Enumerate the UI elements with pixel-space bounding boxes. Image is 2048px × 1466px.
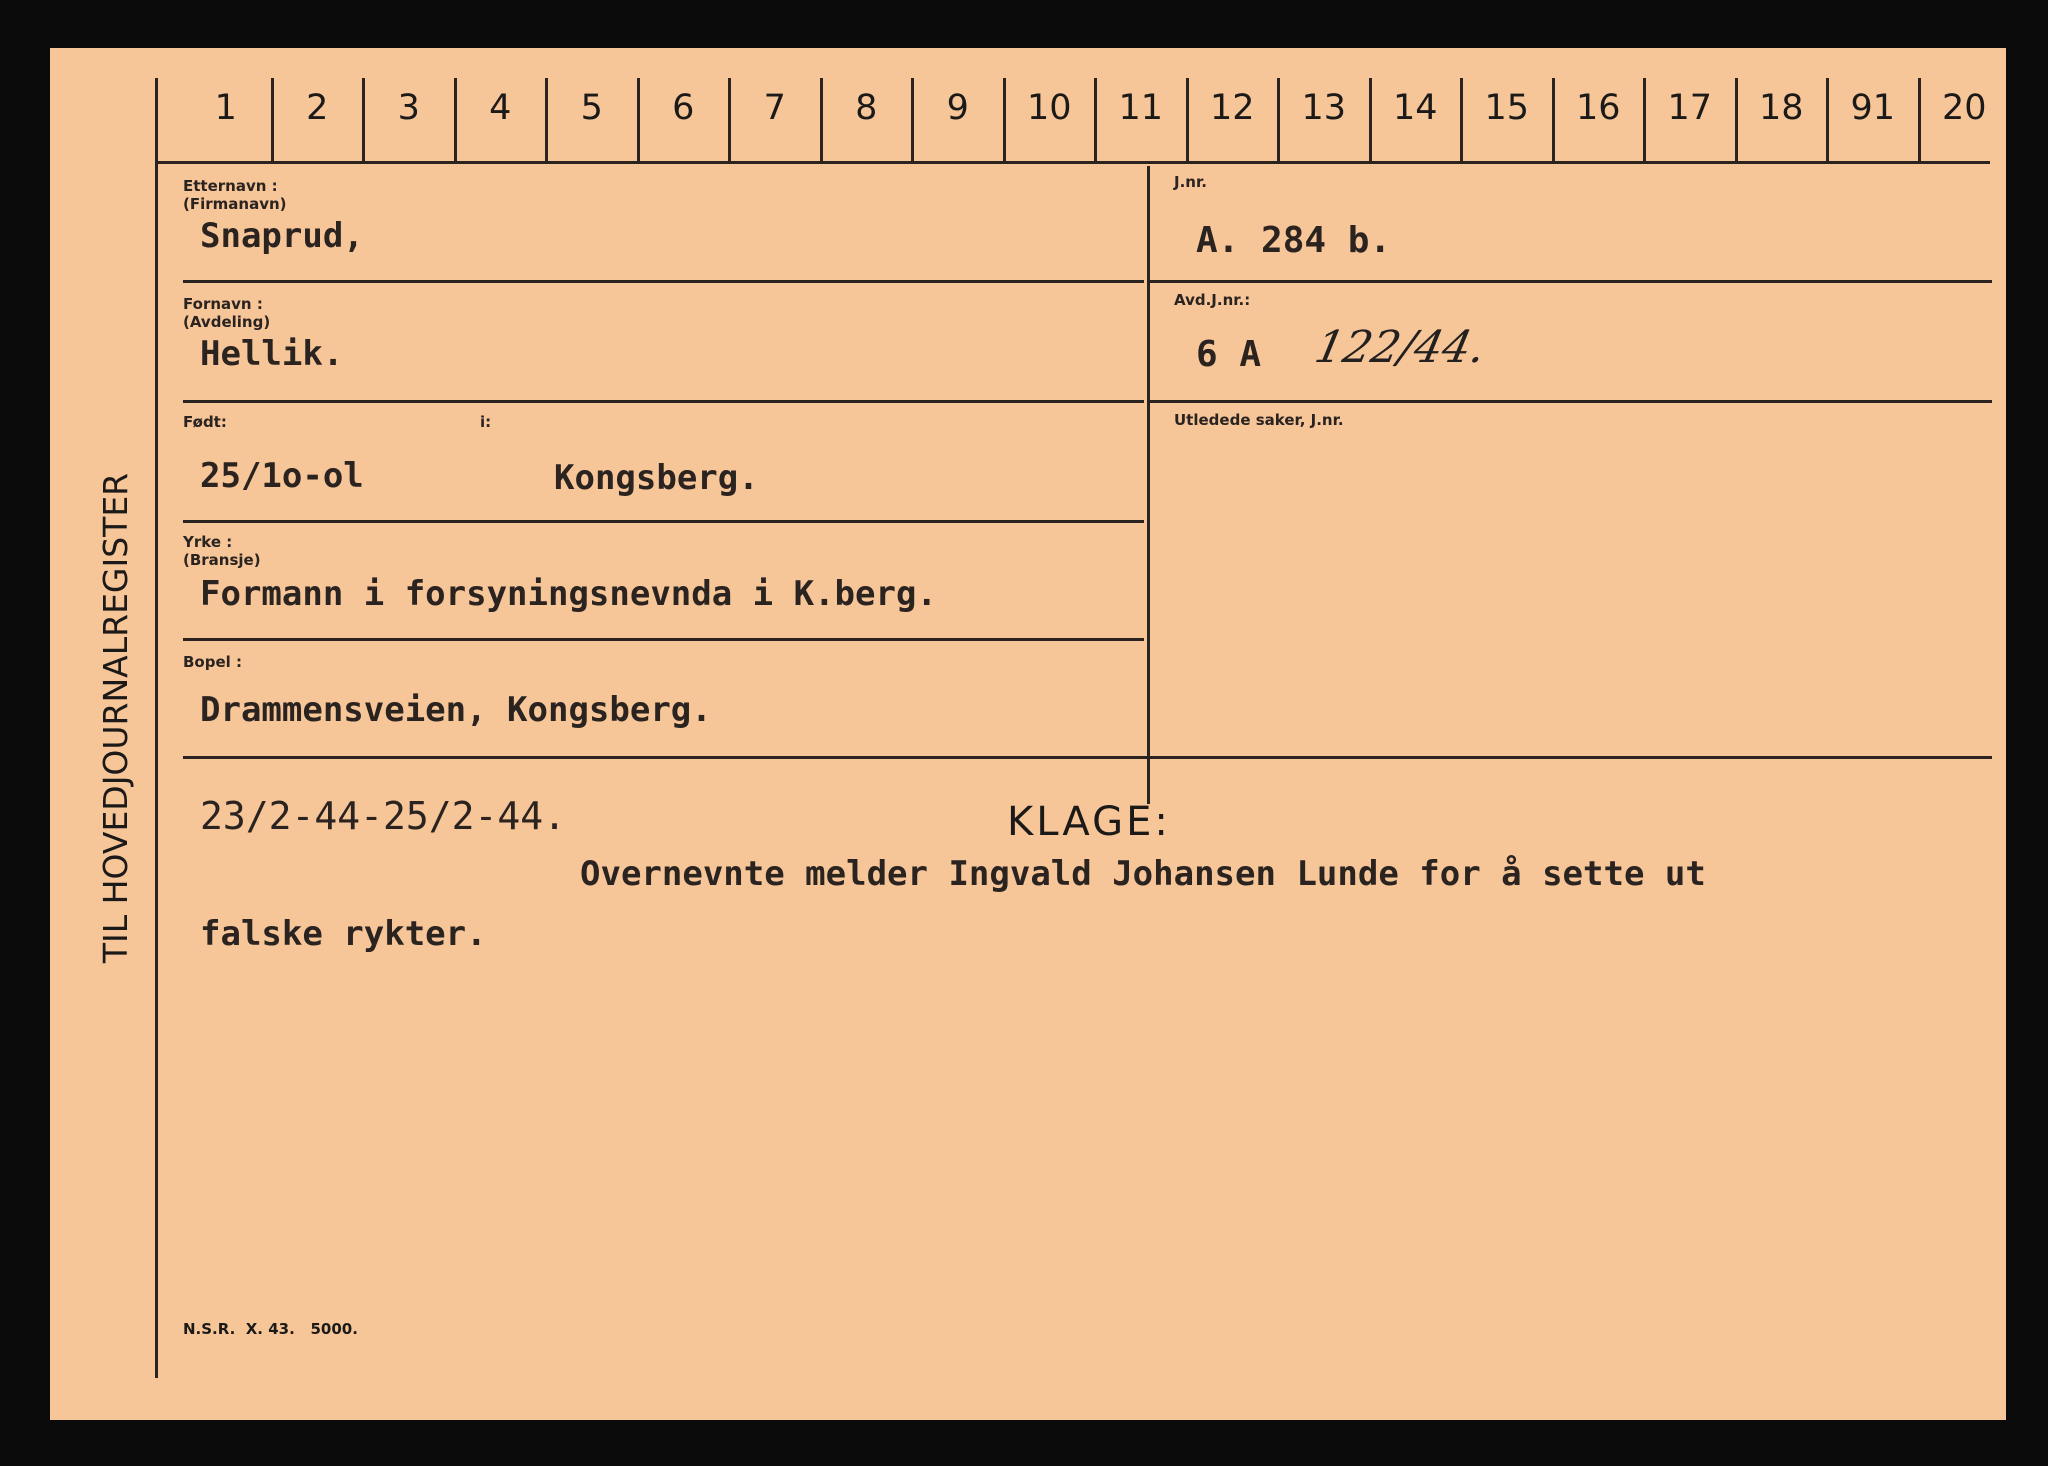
firmanavn-label: (Firmanavn) — [183, 195, 287, 213]
column-number: 20 — [1941, 88, 1987, 128]
journal-card — [50, 48, 2006, 1420]
margin-line — [155, 78, 158, 1378]
column-number: 5 — [580, 88, 603, 128]
rule-row2 — [183, 400, 1144, 403]
bopel-value: Drammensveien, Kongsberg. — [200, 690, 712, 730]
column-number: 7 — [763, 88, 786, 128]
note-line1: Overnevnte melder Ingvald Johansen Lunde for å sette ut — [580, 854, 1706, 894]
column-number: 17 — [1667, 88, 1713, 128]
center-divider — [1147, 166, 1150, 804]
i-label: i: — [480, 413, 492, 431]
column-number: 9 — [946, 88, 969, 128]
utledede-label: Utledede saker, J.nr. — [1174, 411, 1344, 429]
note-line2: falske rykter. — [200, 914, 487, 954]
avd-jnr-typed: 6 A — [1196, 334, 1262, 375]
note-heading: KLAGE: — [1007, 799, 1171, 845]
etternavn-label: Etternavn : — [183, 177, 278, 195]
column-number: 4 — [489, 88, 512, 128]
fodt-place: Kongsberg. — [554, 458, 759, 498]
fodt-date: 25/1o-ol — [200, 456, 364, 496]
column-number: 15 — [1484, 88, 1530, 128]
rule-row2-right — [1150, 400, 1992, 403]
avd-jnr-handwritten: 122/44. — [1310, 322, 1491, 373]
column-row-bottom-rule — [155, 161, 1990, 164]
note-date-range: 23/2-44-25/2-44. — [200, 794, 567, 838]
avd-jnr-label: Avd.J.nr.: — [1174, 291, 1251, 309]
column-number: 8 — [855, 88, 878, 128]
jnr-label: J.nr. — [1174, 173, 1207, 191]
yrke-value: Formann i forsyningsnevnda i K.berg. — [200, 574, 937, 614]
side-register-label: TIL HOVEDJOURNALREGISTER — [96, 472, 135, 964]
rule-row3 — [183, 520, 1144, 523]
rule-row1-right — [1150, 280, 1992, 283]
rule-row5 — [183, 756, 1992, 759]
fornavn-label: Fornavn : — [183, 295, 263, 313]
yrke-label: Yrke : — [183, 533, 233, 551]
column-number: 2 — [306, 88, 329, 128]
column-number: 13 — [1301, 88, 1347, 128]
column-number: 11 — [1118, 88, 1164, 128]
rule-row4 — [183, 638, 1144, 641]
column-number: 10 — [1026, 88, 1072, 128]
column-number: 12 — [1209, 88, 1255, 128]
column-number: 18 — [1758, 88, 1804, 128]
column-number: 91 — [1850, 88, 1896, 128]
fornavn-value: Hellik. — [200, 334, 344, 374]
bransje-label: (Bransje) — [183, 551, 261, 569]
avdeling-label: (Avdeling) — [183, 313, 271, 331]
rule-row1 — [183, 280, 1144, 283]
bopel-label: Bopel : — [183, 653, 243, 671]
fodt-label: Født: — [183, 413, 227, 431]
column-number: 6 — [672, 88, 695, 128]
column-number: 14 — [1392, 88, 1438, 128]
form-footer-code: N.S.R. X. 43. 5000. — [183, 1320, 358, 1338]
etternavn-value: Snaprud, — [200, 216, 364, 256]
column-number: 1 — [214, 88, 237, 128]
column-number: 16 — [1575, 88, 1621, 128]
jnr-value: A. 284 b. — [1196, 220, 1392, 261]
column-number: 3 — [397, 88, 420, 128]
